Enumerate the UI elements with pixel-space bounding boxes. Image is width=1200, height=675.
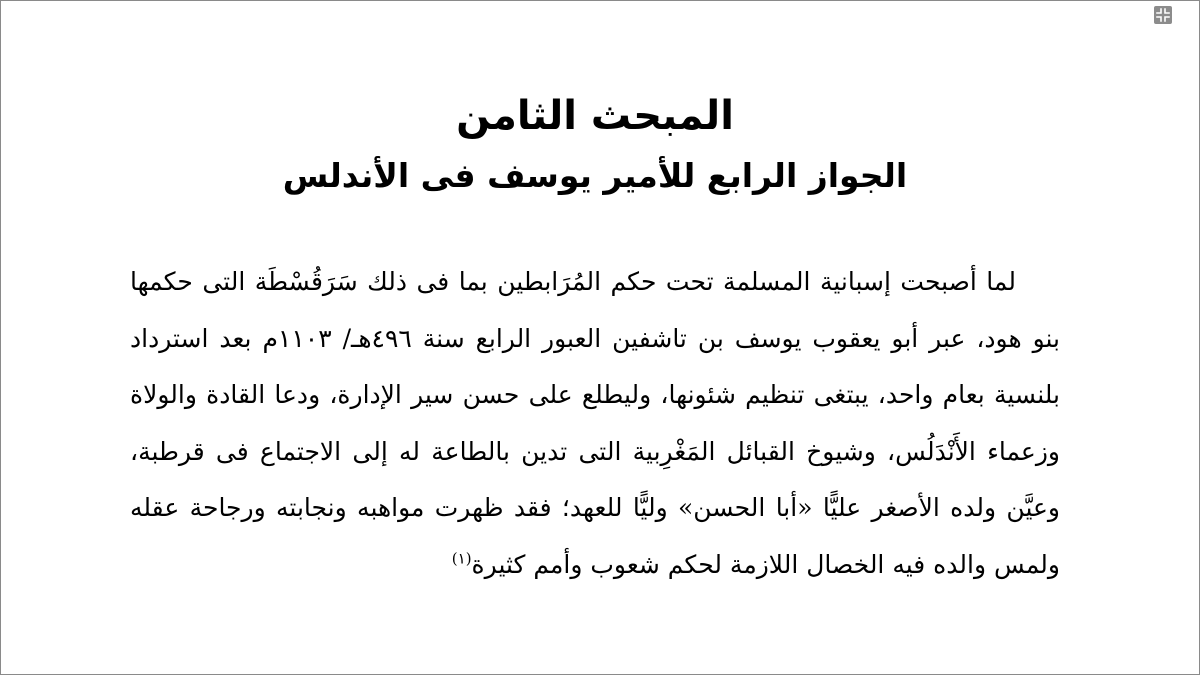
footnote-reference[interactable]: (١) bbox=[451, 549, 472, 568]
body-paragraph bbox=[130, 254, 1060, 593]
chapter-subtitle: الجواز الرابع للأمير يوسف فى الأندلس bbox=[282, 156, 908, 195]
document-page bbox=[130, 88, 1060, 618]
fullscreen-exit-icon bbox=[1156, 8, 1170, 22]
fullscreen-toggle-button[interactable] bbox=[1154, 6, 1172, 24]
paragraph-text: لما أصبحت إسبانية المسلمة تحت حكم المُرَابطين بما فى ذلك سَرَقُسْطَة التى حكمها بنو هود، عبر أبو يعقوب يوسف بن تاشفين العبور الرابع سنة ٤٩٦هـ/ ١١٠٣م بعد استرداد بلنسية بعام واحد، يبتغى تنظيم شئونها، وليطلع على حسن سير الإدارة، ودعا القادة والولاة وزعماء الأَنْدَلُس، وشيوخ القبائل المَغْرِبية التى تدين بالطاعة له إلى الاجتماع فى قرطبة، وعيَّن ولده الأصغر عليًّا «أبا الحسن» وليًّا للعهد؛ فقد ظهرت مواهبه ونجابته ورجاحة عقله ولمس والده فيه الخصال اللازمة لحكم شعوب وأمم كثيرة bbox=[130, 267, 1060, 579]
chapter-title: المبحث الثامن bbox=[456, 93, 734, 139]
